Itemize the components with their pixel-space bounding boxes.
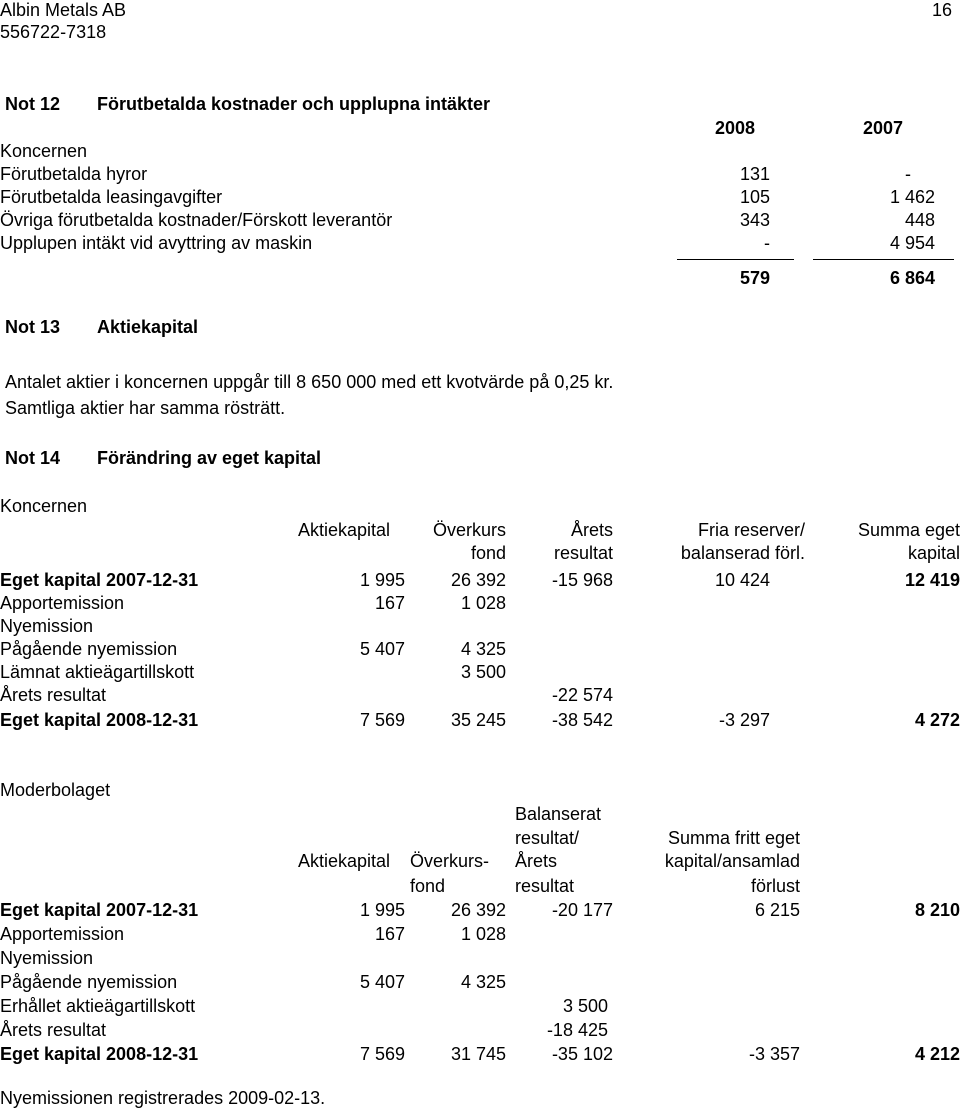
cell-share-premium: 3 500: [460, 662, 506, 682]
cell-free-equity: 6 215: [754, 900, 800, 920]
note13-title: Aktiekapital: [97, 317, 199, 337]
cell-retained-result: -35 102: [551, 1044, 613, 1064]
total-2007: 6 864: [889, 268, 935, 288]
value-2007: 448: [904, 210, 935, 230]
value-2007: -: [905, 164, 911, 184]
cell-share-premium: 26 392: [450, 570, 506, 590]
note14-title: Förändring av eget kapital: [97, 448, 322, 468]
cell-share-capital: 7 569: [359, 710, 405, 730]
cell-total-equity: 4 212: [914, 1044, 960, 1064]
note12-year-2007: 2007: [862, 118, 903, 138]
col-header-total-equity: Summa eget: [857, 520, 960, 540]
cell-share-capital: 167: [374, 924, 405, 944]
page-number: 16: [931, 0, 952, 20]
note13-text-line1: Antalet aktier i koncernen uppgår till 8 650 000 med ett kvotvärde på 0,25 kr.: [5, 372, 614, 392]
row-label: Årets resultat: [0, 1020, 107, 1040]
value-2008: -: [764, 233, 770, 253]
cell-total-equity: 8 210: [914, 900, 960, 920]
sum-rule-2007: [813, 259, 954, 260]
col-header-total-equity-2: kapital: [907, 543, 960, 563]
col-header-free-reserves: Fria reserver/: [697, 520, 805, 540]
note14-label: Not 14: [5, 448, 61, 468]
company-name: Albin Metals AB: [0, 0, 127, 20]
cell-free-reserves: -3 297: [718, 710, 770, 730]
cell-share-premium: 35 245: [450, 710, 506, 730]
cell-retained-result: 3 500: [562, 996, 608, 1016]
col-header-share-premium-2: fond: [470, 543, 506, 563]
cell-share-premium: 1 028: [460, 593, 506, 613]
cell-result: -38 542: [551, 710, 613, 730]
value-2008: 131: [739, 164, 770, 184]
note13-label: Not 13: [5, 317, 61, 337]
col-header-share-premium: Överkurs: [432, 520, 506, 540]
value-2007: 1 462: [889, 187, 935, 207]
note12-label: Not 12: [5, 94, 61, 114]
row-label: Erhållet aktieägartillskott: [0, 996, 196, 1016]
cell-free-reserves: 10 424: [714, 570, 770, 590]
cell-share-capital: 1 995: [359, 900, 405, 920]
value-2008: 105: [739, 187, 770, 207]
value-2008: 343: [739, 210, 770, 230]
col-header-retained-result-2: resultat/: [515, 828, 580, 848]
col-header-share-premium: Överkurs-: [410, 851, 490, 871]
cell-share-capital: 1 995: [359, 570, 405, 590]
row-label: Förutbetalda hyror: [0, 164, 148, 184]
col-header-free-equity-2: kapital/ansamlad: [664, 851, 800, 871]
row-label: Eget kapital 2008-12-31: [0, 710, 199, 730]
col-header-retained-result-4: resultat: [515, 876, 575, 896]
cell-share-capital: 167: [374, 593, 405, 613]
row-label: Nyemission: [0, 616, 94, 636]
cell-share-capital: 5 407: [359, 639, 405, 659]
row-label: Eget kapital 2008-12-31: [0, 1044, 199, 1064]
cell-share-capital: 5 407: [359, 972, 405, 992]
cell-share-premium: 4 325: [460, 972, 506, 992]
row-label: Årets resultat: [0, 685, 107, 705]
col-header-share-capital: Aktiekapital: [297, 520, 390, 540]
col-header-free-equity-3: förlust: [750, 876, 800, 896]
col-header-free-reserves-2: balanserad förl.: [680, 543, 805, 563]
col-header-retained-result-3: Årets: [515, 851, 558, 871]
col-header-share-premium-2: fond: [410, 876, 446, 896]
row-label: Nyemission: [0, 948, 94, 968]
row-label: Upplupen intäkt vid avyttring av maskin: [0, 233, 313, 253]
col-header-result: Årets: [570, 520, 613, 540]
note13-text-line2: Samtliga aktier har samma rösträtt.: [5, 398, 286, 418]
row-label: Pågående nyemission: [0, 639, 178, 659]
cell-free-equity: -3 357: [748, 1044, 800, 1064]
row-label: Eget kapital 2007-12-31: [0, 900, 199, 920]
col-header-result-2: resultat: [553, 543, 613, 563]
cell-share-premium: 4 325: [460, 639, 506, 659]
cell-retained-result: -20 177: [551, 900, 613, 920]
row-label: Apportemission: [0, 593, 125, 613]
col-header-retained-result: Balanserat: [515, 804, 602, 824]
row-label: Pågående nyemission: [0, 972, 178, 992]
row-label: Övriga förutbetalda kostnader/Förskott leverantör: [0, 210, 393, 230]
cell-total-equity: 4 272: [914, 710, 960, 730]
cell-retained-result: -18 425: [546, 1020, 608, 1040]
group-section-label: Koncernen: [0, 496, 88, 516]
col-header-free-equity: Summa fritt eget: [667, 828, 800, 848]
cell-total-equity: 12 419: [904, 570, 960, 590]
cell-result: -22 574: [551, 685, 613, 705]
row-label: Lämnat aktieägartillskott: [0, 662, 195, 682]
cell-share-capital: 7 569: [359, 1044, 405, 1064]
value-2007: 4 954: [889, 233, 935, 253]
cell-share-premium: 31 745: [450, 1044, 506, 1064]
note12-year-2008: 2008: [714, 118, 755, 138]
parent-section-label: Moderbolaget: [0, 780, 111, 800]
note12-group-label: Koncernen: [0, 141, 88, 161]
sum-rule-2008: [677, 259, 794, 260]
footnote: Nyemissionen registrerades 2009-02-13.: [0, 1088, 326, 1108]
row-label: Eget kapital 2007-12-31: [0, 570, 199, 590]
row-label: Förutbetalda leasingavgifter: [0, 187, 223, 207]
total-2008: 579: [739, 268, 770, 288]
note12-title: Förutbetalda kostnader och upplupna intäkter: [97, 94, 491, 114]
cell-share-premium: 26 392: [450, 900, 506, 920]
cell-result: -15 968: [551, 570, 613, 590]
col-header-share-capital: Aktiekapital: [297, 851, 390, 871]
org-number: 556722-7318: [0, 22, 107, 42]
cell-share-premium: 1 028: [460, 924, 506, 944]
row-label: Apportemission: [0, 924, 125, 944]
